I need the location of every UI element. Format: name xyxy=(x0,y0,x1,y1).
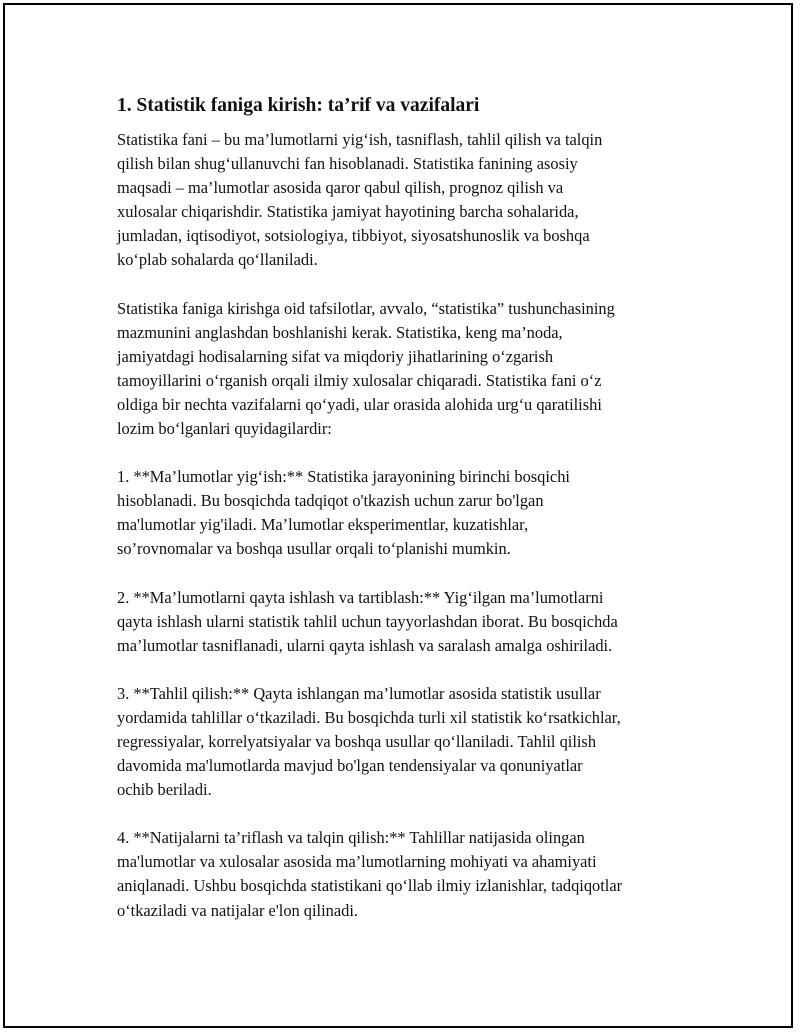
document-body xyxy=(117,93,697,947)
list-item-data-processing xyxy=(117,586,697,658)
paragraph-intro xyxy=(117,128,697,273)
text-line: hisoblanadi. Bu bosqichda tadqiqot o'tkazish uchun zarur bo'lgan xyxy=(117,491,544,511)
text-line: davomida ma'lumotlarda mavjud bo'lgan tendensiyalar va qonuniyatlar xyxy=(117,756,583,776)
list-item-interpretation xyxy=(117,826,697,922)
text-line: jumladan, iqtisodiyot, sotsiologiya, tibbiyot, siyosatshunoslik va boshqa xyxy=(117,226,590,246)
text-line: ma'lumotlar va xulosalar asosida ma’lumotlarning mohiyati va ahamiyati xyxy=(117,852,597,872)
text-line: ochib beriladi. xyxy=(117,780,212,800)
text-line: xulosalar chiqarishdir. Statistika jamiyat hayotining barcha sohalarida, xyxy=(117,202,579,222)
text-line: ma’lumotlar tasniflanadi, ularni qayta ishlash va saralash amalga oshiriladi. xyxy=(117,635,613,655)
text-line: 3. **Tahlil qilish:** Qayta ishlangan ma’lumotlar asosida statistik usullar xyxy=(117,683,601,703)
text-line: qilish bilan shug‘ullanuvchi fan hisoblanadi. Statistika fanining asosiy xyxy=(117,154,578,174)
text-line: regressiyalar, korrelyatsiyalar va boshqa usullar qo‘llaniladi. Tahlil qilish xyxy=(117,731,597,751)
list-item-analysis xyxy=(117,682,697,802)
text-line: 1. **Ma’lumotlar yig‘ish:** Statistika jarayonining birinchi bosqichi xyxy=(117,467,570,487)
text-line: oldiga bir nechta vazifalarni qo‘yadi, ular orasida alohida urg‘u qaratilishi xyxy=(117,394,602,414)
text-line: 4. **Natijalarni ta’riflash va talqin qilish:** Tahlillar natijasida olingan xyxy=(117,828,585,848)
paragraph-tasks-intro xyxy=(117,297,697,442)
section-heading: 1. Statistik faniga kirish: ta’rif va vazifalari xyxy=(117,95,480,116)
text-line: ko‘plab sohalarda qo‘llaniladi. xyxy=(117,250,318,270)
text-line: qayta ishlash ularni statistik tahlil uchun tayyorlashdan iborat. Bu bosqichda xyxy=(117,611,618,631)
text-line: yordamida tahlillar o‘tkaziladi. Bu bosqichda turli xil statistik ko‘rsatkichlar, xyxy=(117,707,621,727)
text-line: lozim bo‘lganlari quyidagilardir: xyxy=(117,419,332,439)
text-line: so’rovnomalar va boshqa usullar orqali to‘planishi mumkin. xyxy=(117,539,511,559)
text-line: ma'lumotlar yig'iladi. Ma’lumotlar eksperimentlar, kuzatishlar, xyxy=(117,515,529,535)
text-line: aniqlanadi. Ushbu bosqichda statistikani qo‘llab ilmiy izlanishlar, tadqiqotlar xyxy=(117,876,623,896)
text-line: Statistika faniga kirishga oid tafsilotlar, avvalo, “statistika” tushunchasining xyxy=(117,298,615,318)
text-line: o‘tkaziladi va natijalar e'lon qilinadi. xyxy=(117,900,358,920)
list-item-data-collection xyxy=(117,465,697,561)
text-line: tamoyillarini o‘rganish orqali ilmiy xulosalar chiqaradi. Statistika fani o‘z xyxy=(117,370,602,390)
text-line: mazmunini anglashdan boshlanishi kerak. Statistika, keng ma’noda, xyxy=(117,322,563,342)
text-line: 2. **Ma’lumotlarni qayta ishlash va tartiblash:** Yig‘ilgan ma’lumotlarni xyxy=(117,587,604,607)
text-line: Statistika fani – bu ma’lumotlarni yig‘ish, tasniflash, tahlil qilish va talqin xyxy=(117,130,603,149)
text-line: jamiyatdagi hodisalarning sifat va miqdoriy jihatlarining o‘zgarish xyxy=(117,346,554,366)
text-line: maqsadi – ma’lumotlar asosida qaror qabul qilish, prognoz qilish va xyxy=(117,178,564,198)
